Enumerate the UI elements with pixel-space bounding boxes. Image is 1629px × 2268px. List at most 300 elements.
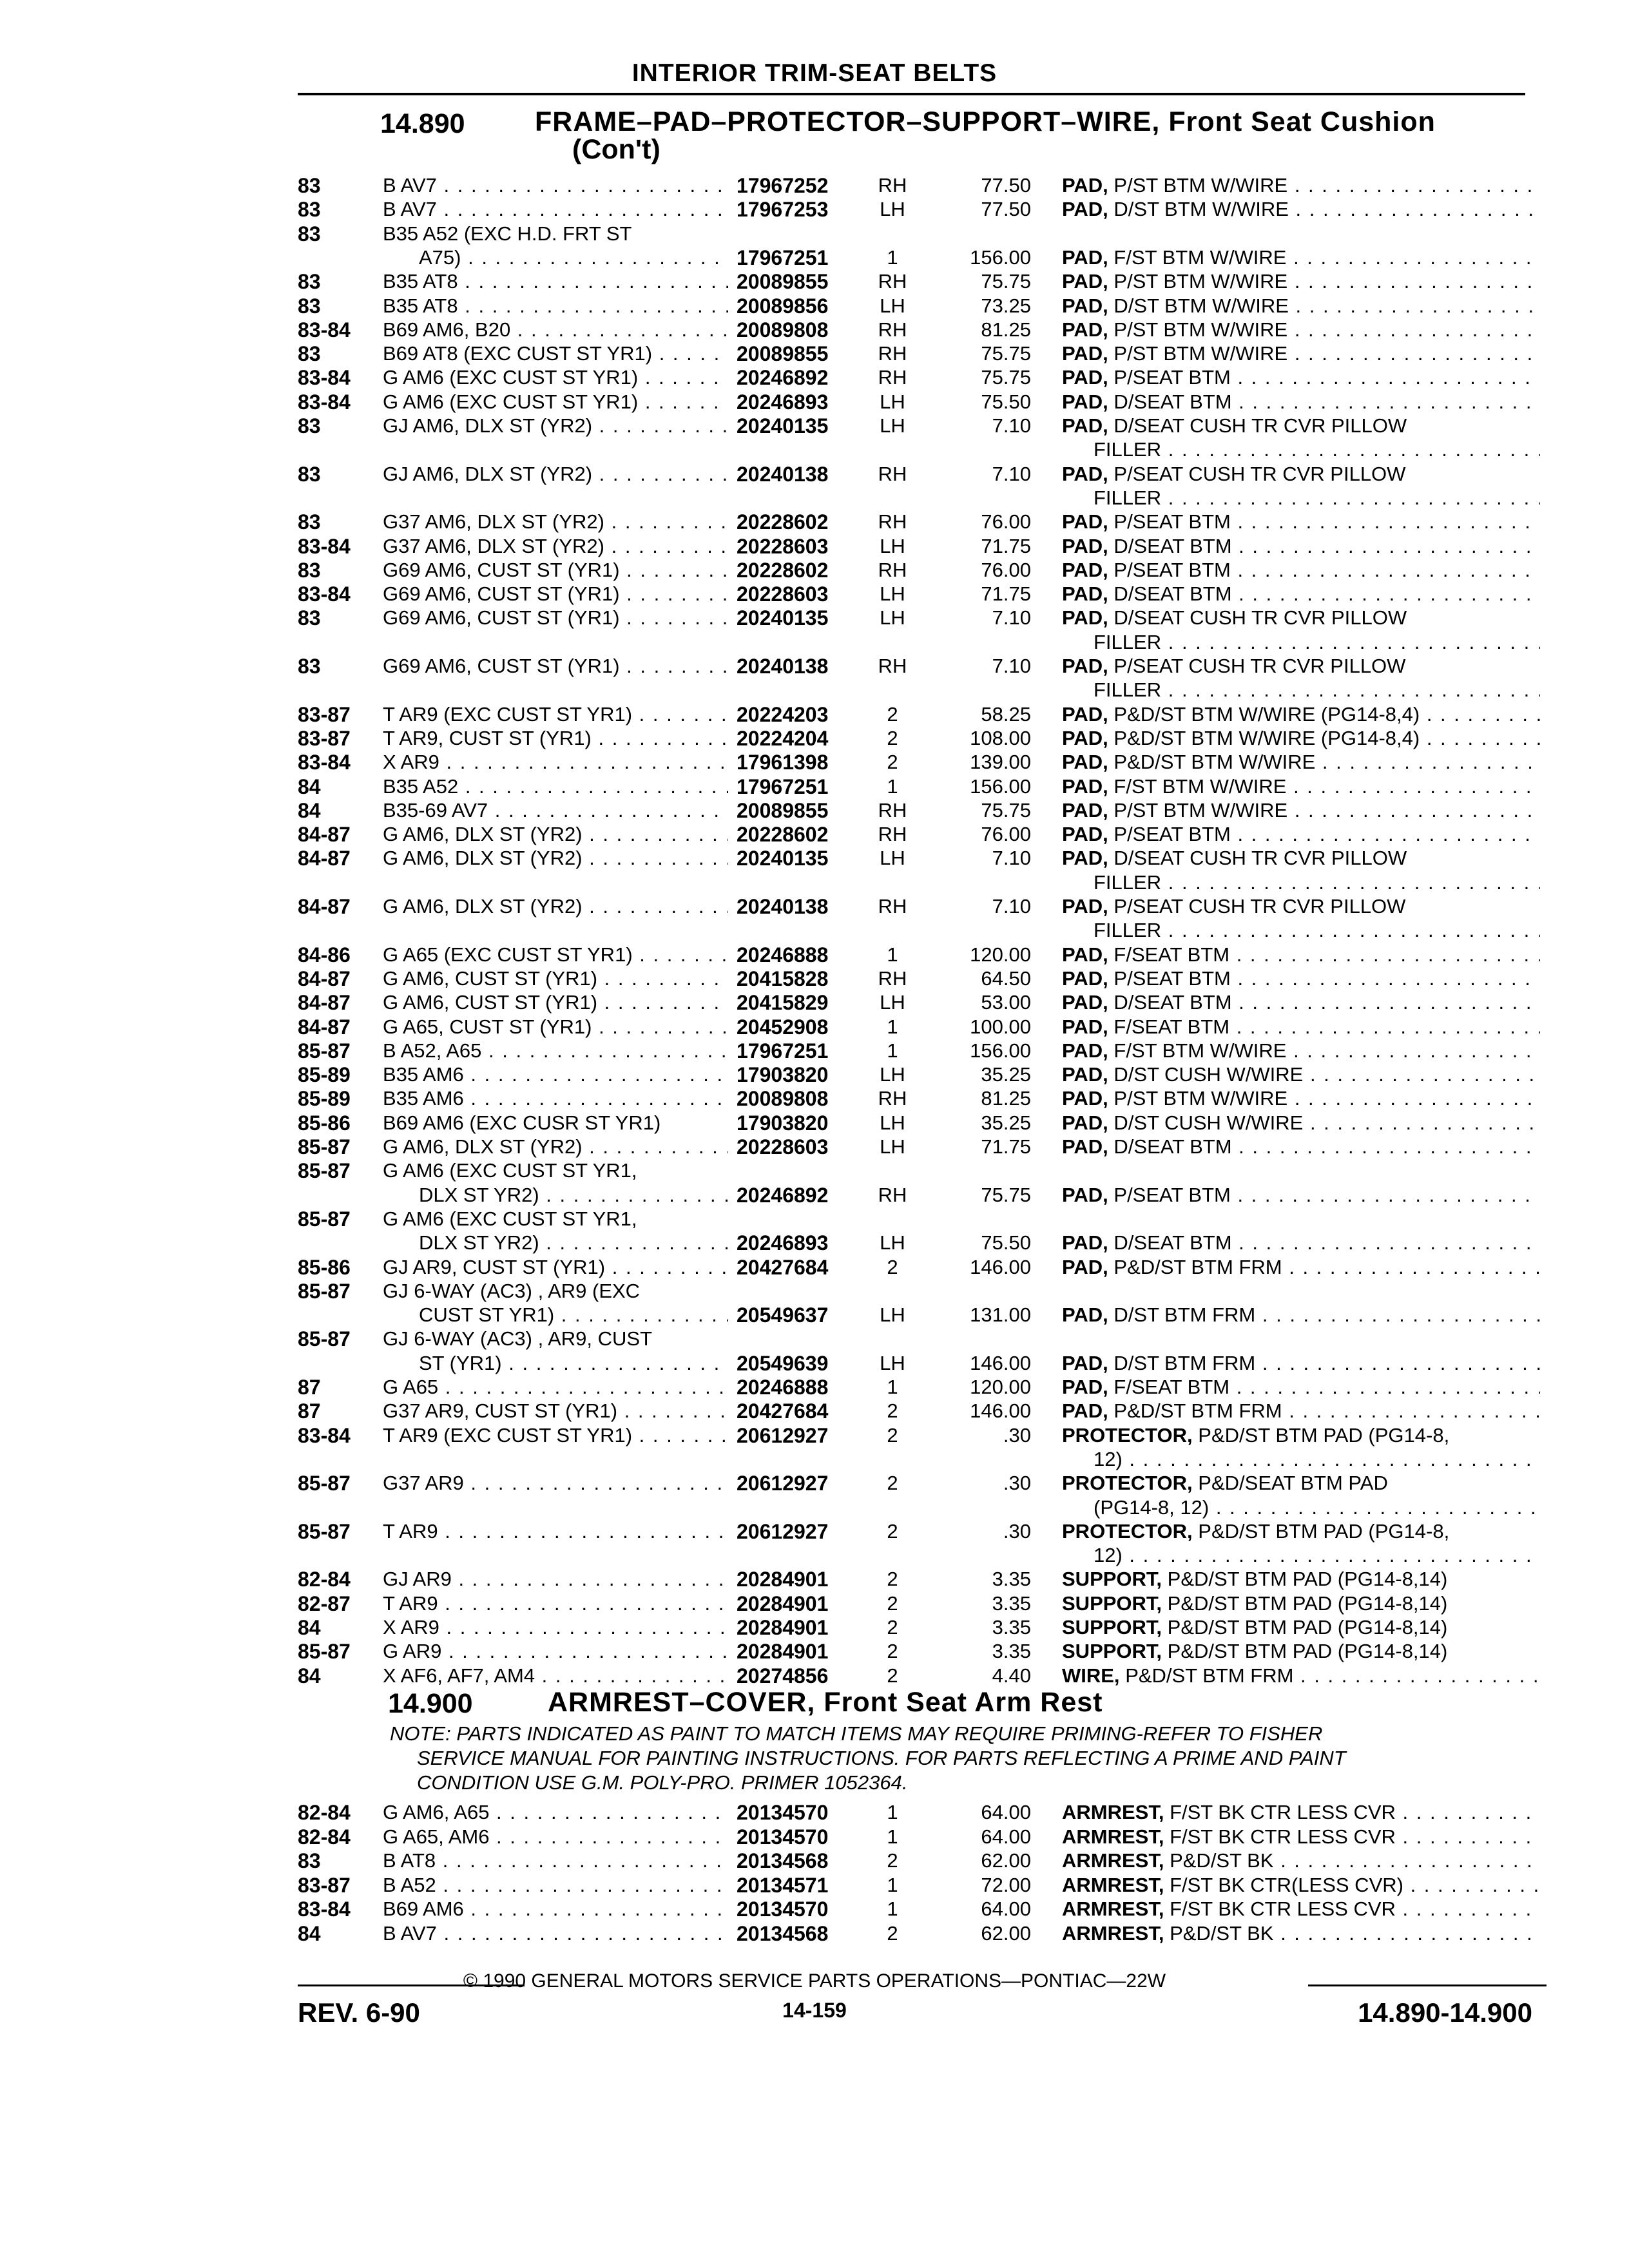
part-description	[1062, 1592, 1540, 1615]
part-number: 20240135	[737, 847, 829, 870]
model-code: G AM6, CUST ST (YR1) . . .	[383, 991, 728, 1014]
table-row	[0, 318, 1629, 342]
model-year: 83-87	[298, 1873, 351, 1897]
model-year: 85-87	[298, 1207, 351, 1231]
model-code: GJ AM6, DLX ST (YR2) . . .	[383, 463, 728, 486]
part-number: 20612927	[737, 1472, 829, 1495]
quantity: LH	[880, 1303, 905, 1327]
part-number: 17903820	[737, 1063, 829, 1087]
quantity: LH	[880, 198, 905, 221]
part-detail: P&D/SEAT BTM PAD	[1198, 1472, 1388, 1495]
part-description	[1062, 414, 1540, 437]
quantity: RH	[878, 318, 907, 341]
quantity: RH	[878, 342, 907, 365]
part-detail: D/SEAT BTM	[1113, 991, 1232, 1014]
part-detail: P&D/ST BTM W/WIRE (PG14-8,4)	[1113, 702, 1420, 726]
price: 3.35	[992, 1591, 1031, 1615]
quantity: LH	[880, 294, 905, 317]
table-row	[0, 847, 1629, 870]
part-name: PAD,	[1062, 1351, 1108, 1374]
table-row	[0, 1376, 1629, 1399]
table-row	[0, 1303, 1629, 1327]
price: 131.00	[970, 1303, 1031, 1327]
model-code: G AM6, DLX ST (YR2) . . .	[383, 823, 728, 846]
part-detail: D/ST BTM W/WIRE	[1113, 294, 1289, 317]
part-name: PAD,	[1062, 1376, 1108, 1398]
part-number: 20549639	[737, 1351, 829, 1375]
part-name: SUPPORT,	[1062, 1568, 1162, 1591]
model-year: 83-87	[298, 726, 351, 750]
part-number: 20134570	[737, 1801, 829, 1824]
price: 4.40	[992, 1664, 1031, 1687]
part-description	[1062, 991, 1540, 1014]
part-detail: F/ST BK CTR LESS CVR	[1170, 1898, 1396, 1920]
part-detail: P/SEAT BTM	[1113, 510, 1231, 533]
part-number: 20134570	[737, 1825, 829, 1849]
part-detail: P&D/ST BTM FRM	[1125, 1664, 1294, 1687]
part-detail: P&D/ST BTM FRM	[1113, 1399, 1282, 1423]
table-row	[0, 414, 1629, 438]
part-name: PAD,	[1062, 1039, 1108, 1062]
table-row	[0, 1874, 1629, 1898]
part-description	[1062, 606, 1540, 629]
model-year: 84-87	[298, 823, 351, 847]
part-description	[1062, 1640, 1540, 1663]
table-row	[0, 727, 1629, 751]
part-description	[1062, 823, 1540, 846]
quantity: LH	[880, 1063, 905, 1086]
part-name: PAD,	[1062, 798, 1108, 822]
part-name: PAD,	[1062, 966, 1108, 990]
part-detail: FILLER	[1094, 630, 1162, 653]
model-code: GJ 6-WAY (AC3) , AR9 (EXC	[383, 1279, 641, 1302]
quantity: RH	[878, 1183, 907, 1206]
section-number: 14.900	[388, 1688, 473, 1719]
model-year: 85-87	[298, 1519, 351, 1543]
model-code: T AR9, CUST ST (YR1) . . .	[383, 727, 728, 750]
quantity: 2	[887, 1616, 898, 1639]
note-line: CONDITION USE G.M. POLY-PRO. PRIMER 1052364.	[417, 1771, 908, 1794]
part-detail: 12)	[1094, 1544, 1123, 1567]
model-code: ST (YR1) . . .	[419, 1352, 728, 1375]
part-number: 20427684	[737, 1255, 829, 1279]
model-code: B35 AM6 . . .	[383, 1087, 728, 1110]
part-number: 20089855	[737, 798, 829, 822]
price: 75.75	[981, 1183, 1031, 1206]
part-detail: F/ST BTM W/WIRE	[1113, 1039, 1287, 1062]
quantity: RH	[878, 462, 907, 485]
part-detail: D/SEAT CUSH TR CVR PILLOW	[1113, 847, 1407, 870]
part-number: 20134568	[737, 1921, 829, 1945]
model-code: G AM6, DLX ST (YR2) . . .	[383, 1135, 728, 1158]
model-year: 87	[298, 1376, 321, 1399]
table-row	[0, 294, 1629, 318]
table-row	[0, 1825, 1629, 1849]
part-number: 20240138	[737, 462, 829, 486]
model-year: 83	[298, 270, 321, 294]
part-number: 20284901	[737, 1640, 829, 1664]
part-name: PAD,	[1062, 1183, 1108, 1206]
quantity: LH	[880, 1135, 905, 1158]
price: 81.25	[981, 318, 1031, 341]
model-year: 83-84	[298, 582, 351, 606]
part-description	[1062, 1849, 1540, 1872]
price: 77.50	[981, 174, 1031, 197]
model-year: 83-84	[298, 390, 351, 414]
part-detail: P/SEAT BTM	[1113, 558, 1231, 581]
part-name: PAD,	[1062, 895, 1108, 918]
quantity: 2	[887, 1399, 898, 1423]
model-year: 83	[298, 1849, 321, 1872]
model-year: 83	[298, 462, 321, 486]
quantity: 1	[887, 1376, 898, 1398]
part-name: PAD,	[1062, 342, 1108, 365]
quantity: 1	[887, 774, 898, 798]
model-code: G37 AR9, CUST ST (YR1) . . .	[383, 1399, 728, 1423]
part-description	[1094, 1544, 1540, 1567]
model-code: G AM6, DLX ST (YR2) . . .	[383, 847, 728, 870]
part-name: PAD,	[1062, 702, 1108, 726]
part-detail: P/ST BTM W/WIRE	[1113, 270, 1288, 293]
price: 156.00	[970, 1039, 1031, 1062]
quantity: 1	[887, 943, 898, 966]
model-code: B69 AT8 (EXC CUST ST YR1) . . .	[383, 342, 728, 365]
price: 3.35	[992, 1568, 1031, 1591]
note-text	[390, 1722, 1346, 1795]
part-name: PAD,	[1062, 1135, 1108, 1158]
part-number: 20089855	[737, 270, 829, 294]
quantity: 1	[887, 1873, 898, 1896]
part-description	[1062, 246, 1540, 269]
price: 77.50	[981, 198, 1031, 221]
header-rule	[298, 93, 1525, 95]
part-description	[1094, 631, 1540, 654]
part-detail: P&D/ST BTM FRM	[1113, 1255, 1282, 1278]
model-year: 83-84	[298, 534, 351, 558]
part-name: PROTECTOR,	[1062, 1472, 1193, 1495]
part-name: PAD,	[1062, 1231, 1108, 1254]
part-detail: F/ST BTM W/WIRE	[1113, 245, 1287, 269]
table-row	[0, 1087, 1629, 1111]
part-description	[1062, 655, 1540, 678]
part-detail: P&D/ST BTM W/WIRE	[1113, 751, 1316, 774]
model-year: 83	[298, 414, 321, 437]
model-year: 85-87	[298, 1640, 351, 1664]
quantity: 2	[887, 1664, 898, 1687]
part-description	[1062, 727, 1540, 750]
table-row	[0, 1135, 1629, 1159]
price: .30	[1003, 1423, 1031, 1446]
part-detail: F/ST BK CTR(LESS CVR)	[1170, 1873, 1403, 1896]
part-detail: D/ST BTM FRM	[1113, 1303, 1256, 1327]
part-number: 17967251	[737, 245, 829, 269]
table-row	[0, 823, 1629, 847]
model-code: B35 AM6 . . .	[383, 1063, 728, 1086]
model-year: 85-87	[298, 1472, 351, 1495]
part-description	[1094, 919, 1540, 942]
quantity: 2	[887, 1472, 898, 1495]
part-name: PAD,	[1062, 534, 1108, 557]
table-row	[0, 1207, 1629, 1231]
model-code: B35 AT8 . . .	[383, 270, 728, 293]
quantity: 1	[887, 245, 898, 269]
part-detail: D/ST BTM FRM	[1113, 1351, 1256, 1374]
table-row	[0, 535, 1629, 559]
part-description	[1062, 1922, 1540, 1945]
quantity: RH	[878, 174, 907, 197]
quantity: LH	[880, 390, 905, 413]
table-row	[0, 582, 1629, 606]
table-row	[0, 1184, 1629, 1207]
table-row	[0, 678, 1629, 702]
model-code: B AV7 . . .	[383, 198, 728, 221]
table-row	[0, 606, 1629, 630]
part-name: PAD,	[1062, 366, 1108, 389]
part-name: PAD,	[1062, 510, 1108, 533]
price: 76.00	[981, 823, 1031, 846]
model-code: G69 AM6, CUST ST (YR1) . . .	[383, 655, 728, 678]
part-detail: FILLER	[1094, 438, 1162, 461]
model-code: G69 AM6, CUST ST (YR1) . . .	[383, 559, 728, 582]
part-name: SUPPORT,	[1062, 1616, 1162, 1639]
table-row	[0, 198, 1629, 222]
part-number: 20246893	[737, 1231, 829, 1255]
part-detail: FILLER	[1094, 486, 1162, 509]
model-code: G AM6, CUST ST (YR1) . . .	[383, 967, 728, 990]
table-row	[0, 1280, 1629, 1303]
model-year: 85-87	[298, 1327, 351, 1351]
model-year: 83	[298, 198, 321, 222]
part-name: PAD,	[1062, 270, 1108, 293]
part-detail: P&D/ST BTM PAD (PG14-8,14)	[1167, 1591, 1448, 1615]
part-number: 20134568	[737, 1849, 829, 1872]
part-name: PAD,	[1062, 1015, 1108, 1038]
part-number: 20612927	[737, 1519, 829, 1543]
model-code: G A65 . . .	[383, 1376, 728, 1399]
part-number: 20228603	[737, 582, 829, 606]
table-row	[0, 390, 1629, 414]
table-row	[0, 1448, 1629, 1472]
part-description	[1062, 198, 1540, 221]
part-description	[1094, 871, 1540, 894]
part-name: PAD,	[1062, 774, 1108, 798]
table-row	[0, 751, 1629, 774]
price: 120.00	[970, 943, 1031, 966]
table-row	[0, 631, 1629, 655]
table-row	[0, 655, 1629, 678]
part-detail: D/ST BTM W/WIRE	[1113, 198, 1289, 221]
part-name: PAD,	[1062, 606, 1108, 629]
price: 156.00	[970, 774, 1031, 798]
table-row	[0, 1849, 1629, 1873]
table-row	[0, 174, 1629, 198]
model-code: B35 A52 . . .	[383, 775, 728, 798]
model-code: G A65, AM6 . . .	[383, 1825, 728, 1849]
table-row	[0, 895, 1629, 919]
table-row	[0, 1568, 1629, 1591]
part-name: PAD,	[1062, 462, 1108, 485]
part-description	[1062, 174, 1540, 197]
part-description	[1062, 1184, 1540, 1207]
model-code: X AR9 . . .	[383, 751, 728, 774]
part-detail: D/SEAT BTM	[1113, 534, 1232, 557]
table-row	[0, 559, 1629, 582]
model-year: 82-84	[298, 1801, 351, 1824]
part-description	[1062, 582, 1540, 606]
model-code: T AR9 (EXC CUST ST YR1) . . .	[383, 703, 728, 726]
table-row	[0, 1496, 1629, 1520]
model-code: X AF6, AF7, AM4 . . .	[383, 1664, 728, 1687]
part-detail: F/SEAT BTM	[1113, 1015, 1230, 1038]
part-number: 20224203	[737, 702, 829, 726]
part-number: 20134571	[737, 1873, 829, 1897]
quantity: RH	[878, 823, 907, 846]
part-name: PAD,	[1062, 558, 1108, 581]
price: 108.00	[970, 726, 1031, 749]
table-row	[0, 1898, 1629, 1921]
model-code: B69 AM6, B20 . . .	[383, 318, 728, 341]
part-detail: D/SEAT BTM	[1113, 1135, 1232, 1158]
price: 76.00	[981, 558, 1031, 581]
price: 73.25	[981, 294, 1031, 317]
model-year: 84	[298, 798, 321, 822]
table-row	[0, 799, 1629, 823]
table-row	[0, 486, 1629, 510]
part-name: PAD,	[1062, 943, 1108, 966]
part-detail: P&D/ST BTM PAD (PG14-8,	[1198, 1423, 1450, 1446]
part-number: 17967251	[737, 1039, 829, 1062]
model-year: 84-87	[298, 991, 351, 1015]
part-description	[1062, 535, 1540, 558]
quantity: LH	[880, 606, 905, 629]
model-year: 83-84	[298, 1423, 351, 1447]
part-number: 20246888	[737, 1376, 829, 1399]
model-code: B AT8 . . .	[383, 1849, 728, 1872]
part-description	[1062, 1825, 1540, 1849]
part-description	[1062, 1568, 1540, 1591]
price: 75.50	[981, 390, 1031, 413]
part-detail: F/ST BK CTR LESS CVR	[1170, 1801, 1396, 1823]
quantity: 2	[887, 1640, 898, 1663]
table-row	[0, 1616, 1629, 1640]
part-detail: D/ST CUSH W/WIRE	[1113, 1063, 1304, 1086]
quantity: 1	[887, 1039, 898, 1062]
table-row	[0, 463, 1629, 486]
quantity: 1	[887, 1801, 898, 1823]
model-year: 84	[298, 1921, 321, 1945]
quantity: LH	[880, 1111, 905, 1134]
quantity: 1	[887, 1015, 898, 1038]
price: 64.00	[981, 1898, 1031, 1920]
model-code: G AM6 (EXC CUST ST YR1) . . .	[383, 390, 728, 414]
part-detail: F/ST BTM W/WIRE	[1113, 774, 1287, 798]
part-detail: P&D/ST BK	[1170, 1921, 1274, 1945]
table-row	[0, 967, 1629, 991]
part-detail: P&D/ST BTM PAD (PG14-8,14)	[1167, 1568, 1448, 1591]
quantity: LH	[880, 414, 905, 437]
part-description	[1062, 847, 1540, 870]
price: 100.00	[970, 1015, 1031, 1038]
price: 7.10	[992, 847, 1031, 870]
model-year: 83-87	[298, 702, 351, 726]
model-code: G AM6 (EXC CUST ST YR1,	[383, 1159, 637, 1182]
quantity: 2	[887, 702, 898, 726]
quantity: 1	[887, 1898, 898, 1920]
part-description	[1062, 1472, 1540, 1495]
part-detail: P/ST BTM W/WIRE	[1113, 174, 1288, 197]
model-year: 87	[298, 1399, 321, 1423]
table-row	[0, 1256, 1629, 1280]
model-year: 83	[298, 294, 321, 318]
part-detail: FILLER	[1094, 678, 1162, 702]
part-name: PAD,	[1062, 1303, 1108, 1327]
quantity: LH	[880, 1231, 905, 1254]
table-row	[0, 246, 1629, 270]
model-year: 85-89	[298, 1087, 351, 1111]
part-name: PAD,	[1062, 294, 1108, 317]
part-detail: P/SEAT BTM	[1113, 366, 1231, 389]
part-description	[1062, 967, 1540, 990]
quantity: LH	[880, 991, 905, 1014]
part-name: PAD,	[1062, 245, 1108, 269]
model-code: G37 AR9 . . .	[383, 1472, 728, 1495]
quantity: RH	[878, 1087, 907, 1110]
part-number: 17967251	[737, 774, 829, 798]
part-description	[1062, 1039, 1540, 1062]
part-name: PAD,	[1062, 847, 1108, 870]
table-row	[0, 1159, 1629, 1183]
part-description	[1062, 559, 1540, 582]
part-name: PAD,	[1062, 174, 1108, 197]
model-code: DLX ST YR2) . . .	[419, 1184, 728, 1207]
table-row	[0, 1544, 1629, 1568]
part-detail: P/ST BTM W/WIRE	[1113, 1087, 1288, 1110]
table-row	[0, 1063, 1629, 1087]
quantity: 2	[887, 1591, 898, 1615]
model-year: 83	[298, 174, 321, 197]
model-year: 85-87	[298, 1039, 351, 1062]
part-name: PAD,	[1062, 726, 1108, 749]
part-number: 20089808	[737, 318, 829, 341]
revision: REV. 6-90	[298, 1997, 420, 2028]
part-name: ARMREST,	[1062, 1849, 1164, 1872]
model-year: 83-84	[298, 366, 351, 390]
model-code: G A65 (EXC CUST ST YR1) . . .	[383, 943, 728, 966]
part-description	[1062, 895, 1540, 918]
price: 76.00	[981, 510, 1031, 533]
part-detail: F/ST BK CTR LESS CVR	[1170, 1825, 1396, 1848]
part-number: 20284901	[737, 1591, 829, 1615]
model-year: 84	[298, 774, 321, 798]
table-row	[0, 1520, 1629, 1544]
model-code: B69 AM6 . . .	[383, 1898, 728, 1921]
part-number: 20240135	[737, 606, 829, 630]
part-detail: P/ST BTM W/WIRE	[1113, 342, 1288, 365]
part-description	[1062, 1256, 1540, 1279]
price: .30	[1003, 1472, 1031, 1495]
part-number: 20228603	[737, 1135, 829, 1158]
model-year: 84-87	[298, 966, 351, 990]
section-range: 14.890-14.900	[1358, 1997, 1532, 2028]
part-detail: FILLER	[1094, 919, 1162, 942]
part-number: 17903820	[737, 1111, 829, 1135]
price: 156.00	[970, 245, 1031, 269]
model-code: GJ 6-WAY (AC3) , AR9, CUST	[383, 1327, 653, 1350]
quantity: RH	[878, 966, 907, 990]
table-row	[0, 1015, 1629, 1039]
part-name: ARMREST,	[1062, 1801, 1164, 1823]
part-detail: P/SEAT BTM	[1113, 966, 1231, 990]
